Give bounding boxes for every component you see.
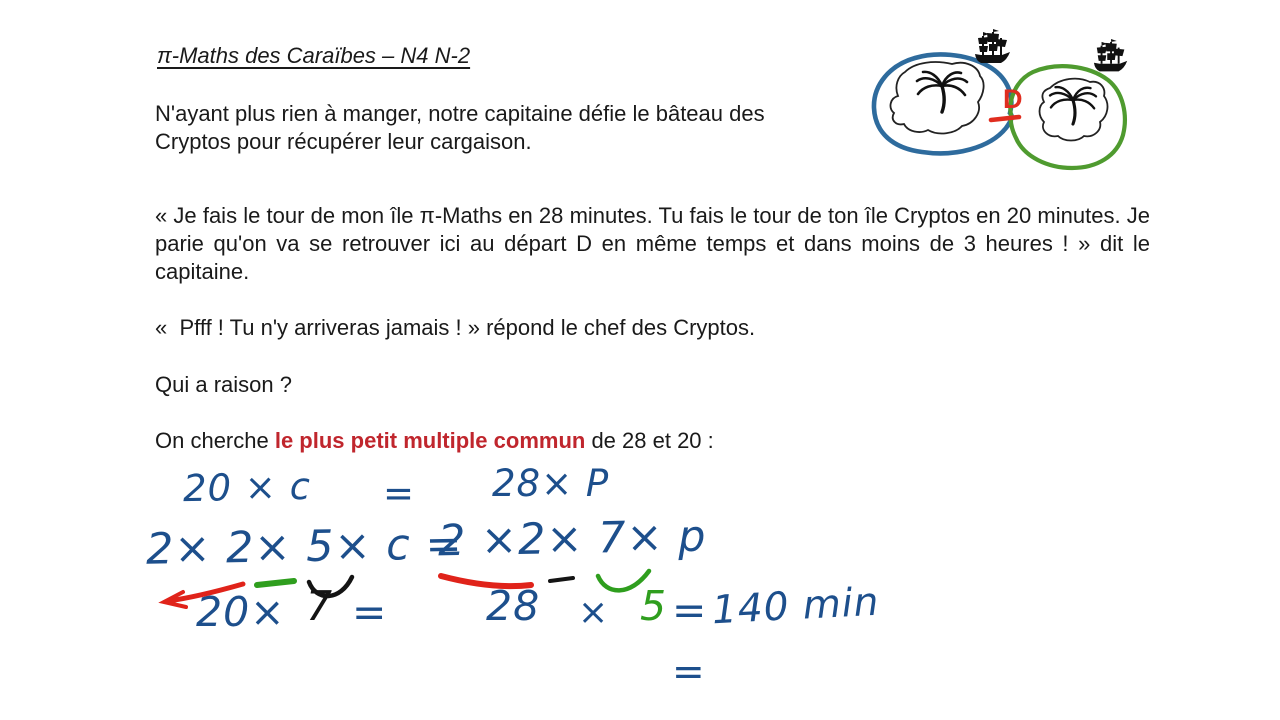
search-sentence — [155, 427, 1055, 455]
departure-label: D — [1003, 84, 1023, 114]
hw-result-140min: 140 min — [710, 579, 881, 634]
hw-28: 28 — [486, 582, 541, 630]
search-suffix: de 28 et 20 : — [585, 428, 714, 453]
hw-equals-3: = — [672, 586, 708, 634]
hw-20-times-c: 20 × c — [182, 464, 312, 511]
cryptos-reply: « Pfff ! Tu n'y arriveras jamais ! » répond le chef des Cryptos. — [155, 315, 756, 340]
black-dash-under-7 — [550, 578, 573, 581]
hw-equals-2: = — [352, 588, 388, 636]
intro-paragraph: N'ayant plus rien à manger, notre capitaine défie le bâteau des Cryptos pour récupérer leur cargaison. — [155, 101, 771, 154]
hw-20x: 20× — [196, 588, 286, 636]
hw-equals-final: = — [672, 650, 706, 695]
hw-times: × — [578, 592, 610, 633]
lcm-highlight: le plus petit multiple commun — [274, 428, 586, 453]
question-line: Qui a raison ? — [155, 372, 292, 397]
red-arrow-head — [164, 592, 186, 607]
departure-tick-mark — [991, 117, 1019, 120]
green-underline-left — [257, 581, 294, 585]
captain-quote: « Je fais le tour de mon île π-Maths en 28 minutes. Tu fais le tour de ton île Cryptos en 20 minutes. Je parie qu'on va se retrouver ici au départ D en même temps et dans moins de 3 heures ! » dit le capitaine. — [155, 203, 1157, 284]
page-title: π-Maths des Caraïbes – N4 N-2 — [157, 43, 471, 68]
hw-5: 5 — [640, 582, 668, 630]
left-island-outline — [891, 62, 984, 133]
hw-equals-1: = — [383, 472, 416, 515]
search-prefix: On cherche — [155, 428, 275, 453]
pirate-ship-icon — [1094, 39, 1127, 71]
hw-28-times-p: 28× P — [492, 462, 610, 505]
hw-7: 7 — [306, 582, 334, 630]
islands-drawing — [860, 10, 1280, 180]
pirate-ship-icon — [975, 29, 1010, 63]
hw-factorisation-20: 2× 2× 5× c = — [145, 519, 463, 575]
hw-factorisation-28: 2 ×2× 7× p — [437, 511, 707, 567]
